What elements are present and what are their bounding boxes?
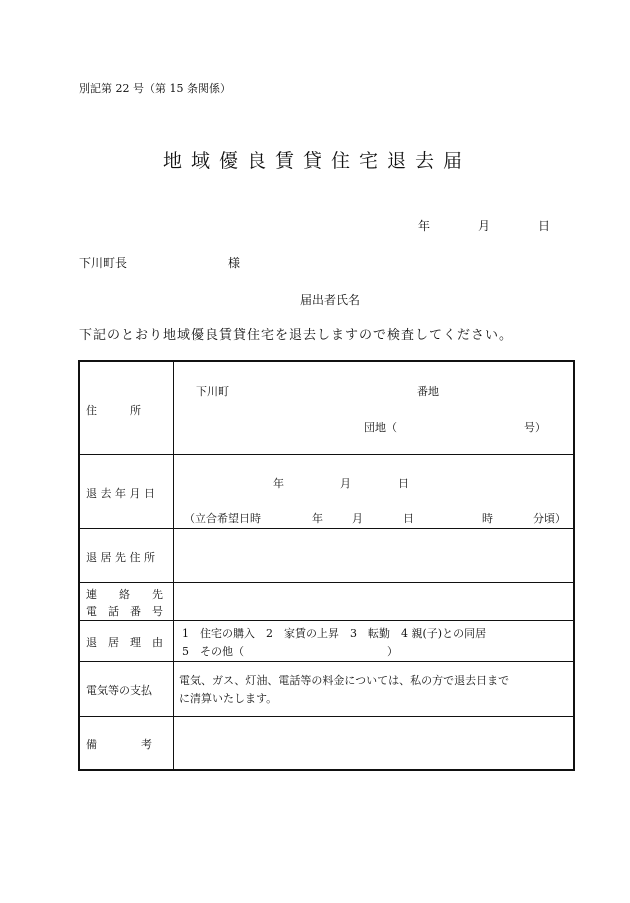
reason-label: 退 居 理 由 (86, 636, 163, 649)
date-month-label: 月 (478, 219, 491, 233)
phone-label: 電 話 番 号 (86, 605, 163, 618)
date-year-label: 年 (418, 219, 431, 233)
inspection-hour: 時 (482, 512, 493, 525)
inspection-month: 月 (352, 512, 363, 525)
moveout-date-label: 退 去 年 月 日 (86, 487, 155, 500)
row-divider (80, 582, 573, 583)
utilities-label: 電気等の支払 (86, 684, 152, 697)
honorific: 様 (228, 256, 241, 270)
remarks-label: 備 考 (86, 738, 152, 751)
intro-text: 下記のとおり地域優良賃貸住宅を退去しますので検査してください。 (79, 328, 514, 343)
moveout-year: 年 (273, 477, 284, 490)
row-divider (80, 716, 573, 717)
form-reference-number: 別記第 22 号（第 15 条関係） (79, 82, 231, 95)
table-column-divider (173, 362, 174, 769)
row-divider (80, 620, 573, 621)
date-day-label: 日 (538, 219, 551, 233)
row-divider (80, 454, 573, 455)
form-table (78, 360, 575, 771)
address-label: 住 所 (86, 404, 141, 417)
inspection-minute: 分頃） (533, 512, 566, 525)
utilities-text-line2: に清算いたします。 (179, 692, 278, 705)
inspection-year: 年 (312, 512, 323, 525)
reason-options-line2: 5 その他（ ） (182, 645, 398, 658)
utilities-text-line1: 電気、ガス、灯油、電話等の料金については、私の方で退去日まで (179, 674, 510, 687)
moveout-day: 日 (398, 477, 409, 490)
inspection-day: 日 (403, 512, 414, 525)
row-divider (80, 661, 573, 662)
addressee: 下川町長 (79, 256, 128, 270)
address-town: 下川町 (196, 385, 229, 398)
address-banchi: 番地 (417, 385, 439, 398)
inspection-open: （立合希望日時 (184, 512, 261, 525)
row-divider (80, 528, 573, 529)
form-title: 地域優良賃貸住宅退去届 (163, 150, 472, 172)
moveout-month: 月 (340, 477, 351, 490)
applicant-name-label: 届出者氏名 (300, 293, 361, 307)
address-go: 号） (524, 421, 546, 434)
reason-options-line1: 1 住宅の購入 2 家賃の上昇 3 転勤 4 親(子)との同居 (182, 627, 487, 640)
new-address-label: 退 居 先 住 所 (86, 551, 155, 564)
contact-label: 連 絡 先 (86, 588, 163, 601)
address-danchi: 団地（ (364, 421, 397, 434)
